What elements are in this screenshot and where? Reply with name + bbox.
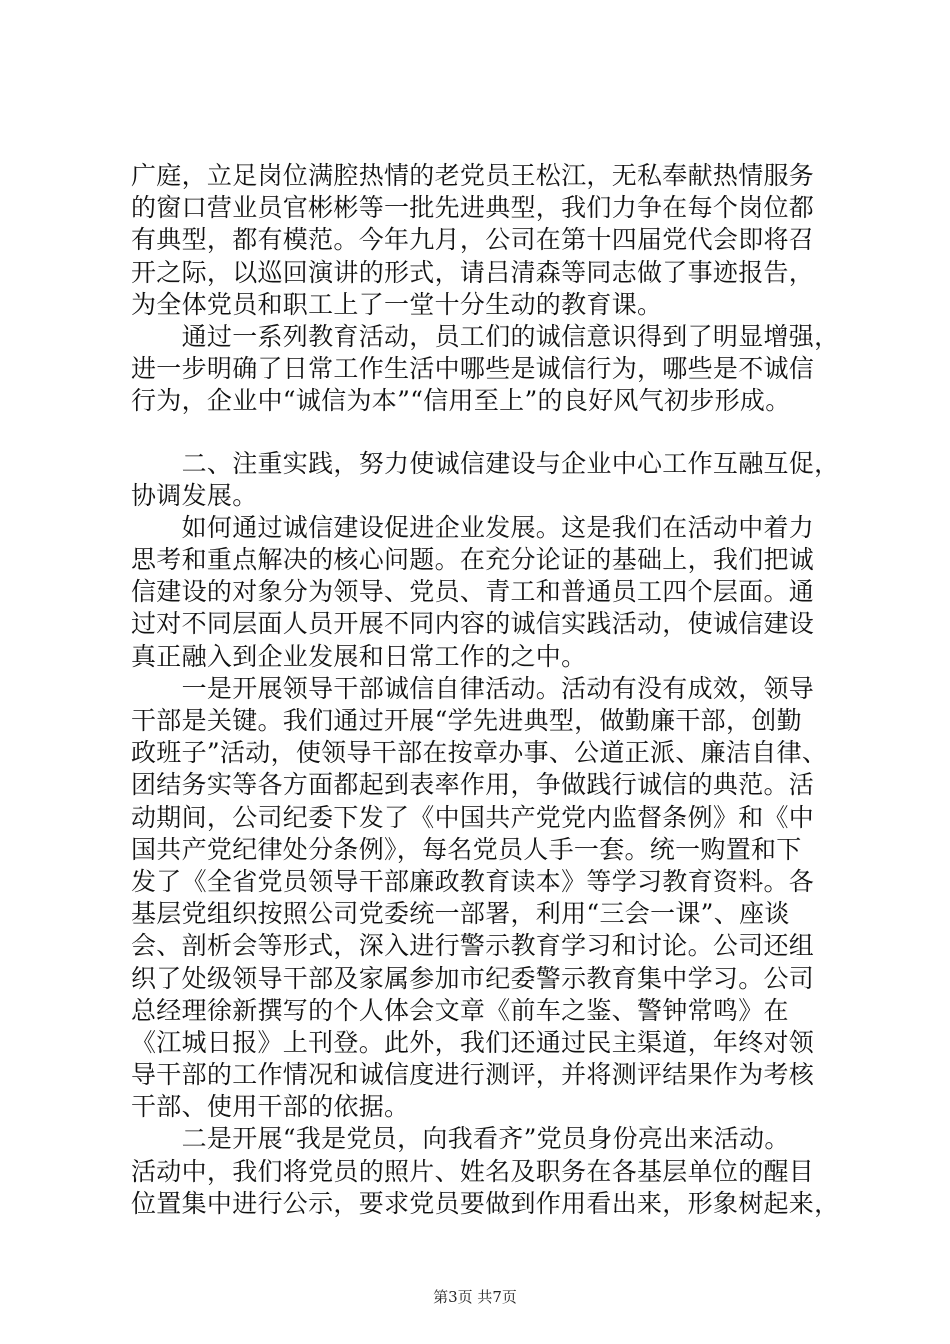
text-line: 干部是关键。我们通过开展“学先进典型，做勤廉干部，创勤 [131,706,802,735]
text-line: 《江城日报》上刊登。此外，我们还通过民主渠道，年终对领 [131,1027,815,1057]
text-line: 动期间，公司纪委下发了《中国共产党党内监督条例》和《中 [131,802,815,832]
document-body [131,160,840,1220]
text-line: 一是开展领导干部诚信自律活动。活动有没有成效，领导 [131,673,815,703]
text-line: 位置集中进行公示，要求党员要做到作用看出来，形象树起来， [131,1188,840,1218]
text-line: 为全体党员和职工上了一堂十分生动的教育课。 [131,289,663,319]
text-line: 发了《全省党员领导干部廉政教育读本》等学习教育资料。各 [131,866,815,896]
text-line: 二是开展“我是党员，向我看齐”党员身份亮出来活动。 [131,1124,790,1154]
text-line: 思考和重点解决的核心问题。在充分论证的基础上，我们把诚 [131,545,815,575]
page-number-footer: 第3页 共7页 [433,1288,517,1306]
text-line: 开之际，以巡回演讲的形式，请吕清森等同志做了事迹报告， [131,257,815,287]
text-line: 干部、使用干部的依据。 [131,1092,410,1122]
text-line: 国共产党纪律处分条例》，每名党员人手一套。统一购置和下 [131,834,802,864]
text-line: 广庭，立足岗位满腔热情的老党员王松江，无私奉献热情服务 [131,161,815,190]
text-line: 总经理徐新撰写的个人体会文章《前车之鉴、警钟常鸣》在 [131,995,789,1025]
paragraph-gap [131,418,831,448]
text-line: 基层党组织按照公司党委统一部署，利用“三会一课”、座谈 [131,899,790,929]
text-line: 如何通过诚信建设促进企业发展。这是我们在活动中着力 [131,512,815,542]
text-line: 织了处级领导干部及家属参加市纪委警示教育集中学习。公司 [131,963,815,993]
text-line: 团结务实等各方面都起到表率作用，争做践行诚信的典范。活 [131,770,815,800]
section-heading-line: 二、注重实践，努力使诚信建设与企业中心工作互融互促， [131,448,840,478]
text-line: 政班子”活动，使领导干部在按章办事、公道正派、廉洁自律、 [131,738,828,768]
text-line: 过对不同层面人员开展不同内容的诚信实践活动，使诚信建设 [131,609,815,639]
text-line: 行为，企业中“诚信为本”“信用至上”的良好风气初步形成。 [131,386,791,416]
text-line: 导干部的工作情况和诚信度进行测评，并将测评结果作为考核 [131,1060,815,1090]
text-line: 进一步明确了日常工作生活中哪些是诚信行为，哪些是不诚信 [131,354,815,384]
section-heading-line: 协调发展。 [131,480,258,510]
text-line: 的窗口营业员官彬彬等一批先进典型，我们力争在每个岗位都 [131,193,815,223]
text-line: 通过一系列教育活动，员工们的诚信意识得到了明显增强， [131,321,840,351]
text-line: 有典型，都有模范。今年九月，公司在第十四届党代会即将召 [131,225,815,255]
text-line: 信建设的对象分为领导、党员、青工和普通员工四个层面。通 [131,577,815,607]
text-line: 会、剖析会等形式，深入进行警示教育学习和讨论。公司还组 [131,931,815,961]
text-line: 真正融入到企业发展和日常工作的之中。 [131,641,587,671]
text-line: 活动中，我们将党员的照片、姓名及职务在各基层单位的醒目 [131,1156,815,1186]
